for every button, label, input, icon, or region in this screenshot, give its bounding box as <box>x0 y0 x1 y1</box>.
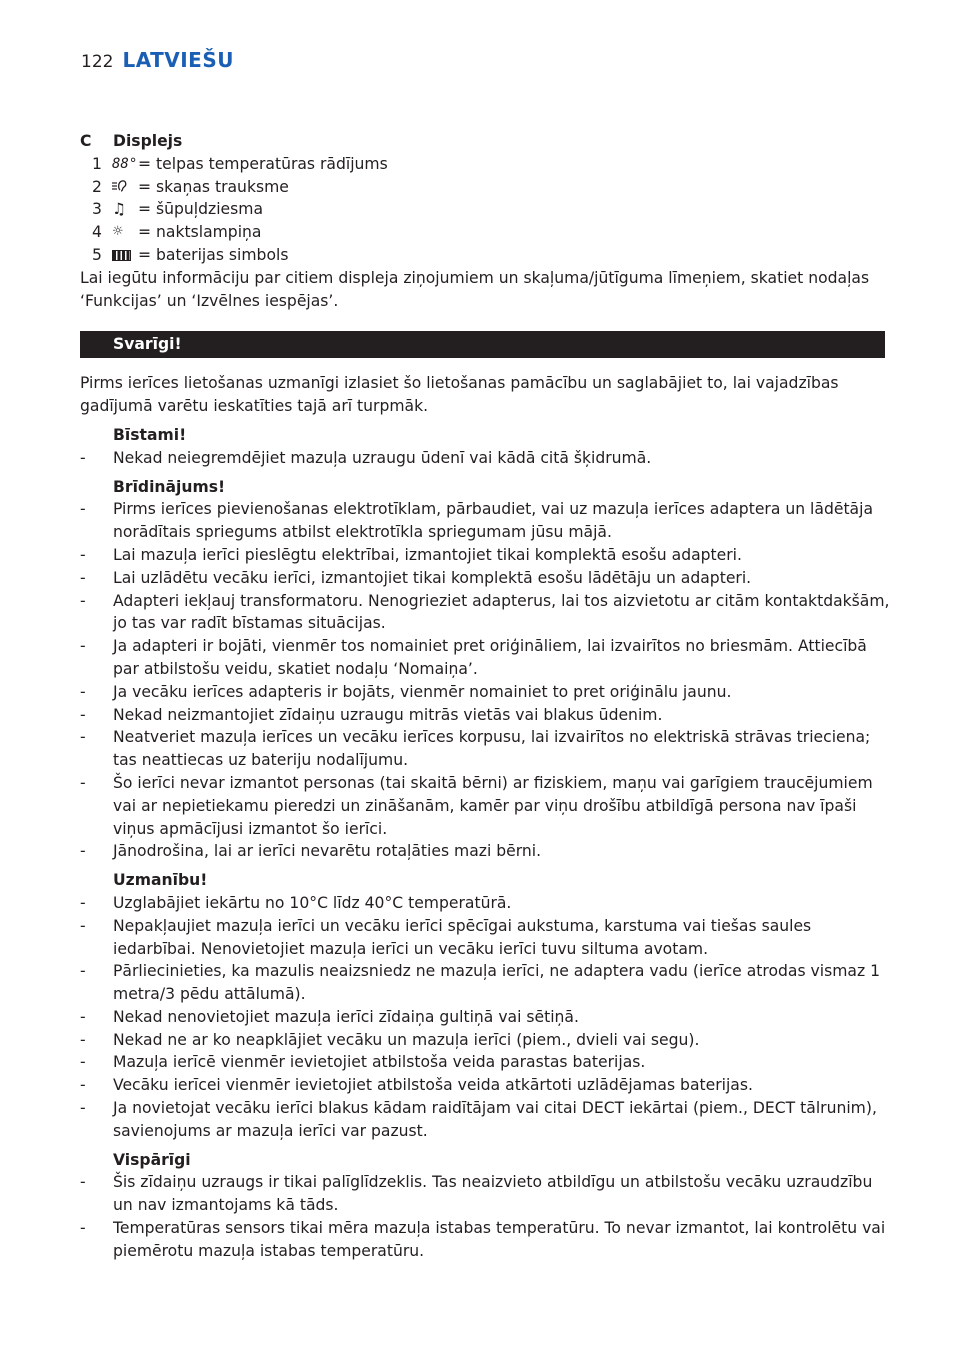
list-item <box>80 544 890 567</box>
bullet-dash: - <box>80 1219 86 1238</box>
list-item-text: Nepakļaujiet mazuļa ierīci un vecāku ierīci spēcīgai aukstuma, karstuma vai tiešas saules iedarbībai. Nenovietojiet mazuļa ierīci un vecāku ierīci tuvu siltuma avotam. <box>113 916 812 958</box>
section-title: Displejs <box>113 132 183 150</box>
bullet-dash: - <box>80 1076 86 1095</box>
list-item-text: Adapteri iekļauj transformatoru. Nenogrieziet adapterus, lai tos aizvietotu ar citām kontaktdakšām, jo tas var radīt bīstamas situācijas. <box>113 591 890 633</box>
language-title: LATVIEŠU <box>122 48 234 72</box>
bullet-dash: - <box>80 842 86 861</box>
display-item <box>80 221 890 244</box>
display-item-text: = šūpuļdziesma <box>138 200 264 219</box>
list-item-text: Ja adapteri ir bojāti, vienmēr tos nomainiet pret oriģināliem, lai izvairītos no briesmām. Attiecībā par atbilstošu veidu, skatiet nodaļu ‘Nomaiņa’. <box>113 637 867 678</box>
list-item-text: Lai mazuļa ierīci pieslēgtu elektrībai, izmantojiet tikai komplektā esošu adapteri. <box>113 545 742 564</box>
temperature-display-icon: 88° <box>112 155 138 172</box>
bullet-dash: - <box>80 500 86 519</box>
list-item <box>80 567 890 590</box>
list-item <box>80 1171 890 1217</box>
display-item-number: 4 <box>92 223 102 242</box>
list-item-text: Uzglabājiet iekārtu no 10°C līdz 40°C temperatūrā. <box>113 893 512 912</box>
bullet-dash: - <box>80 591 86 610</box>
bullet-dash: - <box>80 448 86 467</box>
display-item-text: = skaņas trauksme <box>138 177 289 196</box>
display-item <box>80 153 890 176</box>
display-item-number: 5 <box>92 245 102 264</box>
list-item <box>80 635 890 681</box>
bullet-dash: - <box>80 893 86 912</box>
list-item <box>80 681 890 704</box>
list-item <box>80 1051 890 1074</box>
list-item <box>80 498 890 544</box>
section-c-heading <box>80 130 890 153</box>
warning-list <box>80 498 890 863</box>
list-item <box>80 840 890 863</box>
display-item-text: = baterijas simbols <box>138 245 289 264</box>
bullet-dash: - <box>80 568 86 587</box>
general-list <box>80 1171 890 1262</box>
display-item-number: 1 <box>92 154 102 173</box>
sound-alarm-icon <box>112 176 134 199</box>
page-number: 122 <box>81 52 114 72</box>
info-line: ‘Funkcijas’ un ‘Izvēlnes iespējas’. <box>80 291 339 310</box>
bullet-dash: - <box>80 773 86 792</box>
list-item <box>80 1006 890 1029</box>
caution-heading: Uzmanību! <box>113 871 208 890</box>
list-item-text: Mazuļa ierīcē vienmēr ievietojiet atbilstoša veida parastas baterijas. <box>113 1053 646 1072</box>
list-item <box>80 704 890 727</box>
list-item-text: Lai uzlādētu vecāku ierīci, izmantojiet tikai komplektā esošu lādētāju un adapteri. <box>113 568 752 587</box>
list-item <box>80 447 890 470</box>
warning-heading: Brīdinājums! <box>113 477 226 496</box>
list-item <box>80 1029 890 1052</box>
general-heading: Vispārīgi <box>113 1150 191 1169</box>
bullet-dash: - <box>80 705 86 724</box>
caution-list <box>80 892 890 1143</box>
nightlight-icon: ☼ <box>112 224 124 240</box>
list-item-text: Nekad nenovietojiet mazuļa ierīci zīdaiņa gultiņā vai sētiņā. <box>113 1007 579 1026</box>
display-item-number: 3 <box>92 200 102 219</box>
battery-icon <box>112 244 134 267</box>
list-item-text: Jānodrošina, lai ar ierīci nevarētu rotaļāties mazi bērni. <box>113 842 542 861</box>
info-line: Lai iegūtu informāciju par citiem displeja ziņojumiem un skaļuma/jūtīguma līmeņiem, skatiet nodaļas <box>80 268 870 287</box>
list-item <box>80 960 890 1006</box>
important-banner: Svarīgi! <box>80 331 885 358</box>
list-item-text: Ja vecāku ierīces adapteris ir bojāts, vienmēr nomainiet to pret oriģinālu jaunu. <box>113 682 732 701</box>
list-item <box>80 915 890 961</box>
display-item <box>80 244 890 267</box>
list-item-text: Neatveriet mazuļa ierīces un vecāku ierīces korpusu, lai izvairītos no elektriskā strāvas trieciena; tas neattiecas uz bateriju nodalījumu. <box>113 728 871 770</box>
bullet-dash: - <box>80 545 86 564</box>
intro-line: gadījumā varētu ieskatīties tajā arī turpmāk. <box>80 397 429 416</box>
list-item-text: Temperatūras sensors tikai mēra mazuļa istabas temperatūru. To nevar izmantot, lai kontrolētu vai piemērotu mazuļa istabas temperatūru. <box>113 1219 886 1260</box>
list-item <box>80 772 890 840</box>
list-item <box>80 1217 890 1263</box>
display-item <box>80 176 890 199</box>
list-item <box>80 590 890 636</box>
bullet-dash: - <box>80 1173 86 1192</box>
page-header <box>81 48 234 72</box>
bullet-dash: - <box>80 1030 86 1049</box>
bullet-dash: - <box>80 1099 86 1118</box>
list-item-text: Šo ierīci nevar izmantot personas (tai skaitā bērni) ar fiziskiem, maņu vai garīgiem traucējumiem vai ar nepietiekamu pieredzi un zināšanām, kamēr par viņu drošību atbildīgā persona nav īpaši viņus apmācījusi izmantot šo ierīci. <box>113 773 873 838</box>
list-item <box>80 1097 890 1143</box>
list-item <box>80 1074 890 1097</box>
list-item-text: Pirms ierīces pievienošanas elektrotīklam, pārbaudiet, vai uz mazuļa ierīces adaptera un lādētāja norādītais spriegums atbilst elektrotīkla spriegumam jūsu mājā. <box>113 500 873 542</box>
lullaby-icon: ♫ <box>112 200 126 219</box>
display-item-number: 2 <box>92 177 102 196</box>
display-item-text: = telpas temperatūras rādījums <box>138 154 388 173</box>
bullet-dash: - <box>80 682 86 701</box>
bullet-dash: - <box>80 637 86 656</box>
list-item <box>80 726 890 772</box>
section-letter: C <box>80 132 92 150</box>
page-content <box>80 130 890 1263</box>
list-item-text: Nekad neiegremdējiet mazuļa uzraugu ūdenī vai kādā citā šķidrumā. <box>113 448 652 467</box>
list-item-text: Šis zīdaiņu uzraugs ir tikai palīglīdzeklis. Tas neaizvieto atbildīgu un atbilstošu vecāku uzraudzību un nav izmantojams kā tāds. <box>113 1173 873 1215</box>
display-item-text: = naktslampiņa <box>138 223 262 242</box>
danger-heading: Bīstami! <box>113 425 187 444</box>
danger-list <box>80 447 890 470</box>
bullet-dash: - <box>80 916 86 935</box>
intro-line: Pirms ierīces lietošanas uzmanīgi izlasiet šo lietošanas pamācību un saglabājiet to, lai vajadzības <box>80 374 839 393</box>
bullet-dash: - <box>80 1053 86 1072</box>
list-item-text: Pārliecinieties, ka mazulis neaizsniedz ne mazuļa ierīci, ne adaptera vadu (ierīce atrodas vismaz 1 metra/3 pēdu attālumā). <box>113 962 881 1004</box>
display-item <box>80 198 890 221</box>
bullet-dash: - <box>80 1007 86 1026</box>
list-item-text: Nekad neizmantojiet zīdaiņu uzraugu mitrās vietās vai blakus ūdenim. <box>113 705 663 724</box>
list-item-text: Ja novietojat vecāku ierīci blakus kādam raidītājam vai citai DECT iekārtai (piem., DECT tālrunim), savienojums ar mazuļa ierīci var pazust. <box>113 1099 877 1140</box>
bullet-dash: - <box>80 962 86 981</box>
list-item <box>80 892 890 915</box>
list-item-text: Nekad ne ar ko neapklājiet vecāku un mazuļa ierīci (piem., dvieli vai segu). <box>113 1030 700 1049</box>
list-item-text: Vecāku ierīcei vienmēr ievietojiet atbilstoša veida atkārtoti uzlādējamas baterijas. <box>113 1076 753 1095</box>
bullet-dash: - <box>80 728 86 747</box>
